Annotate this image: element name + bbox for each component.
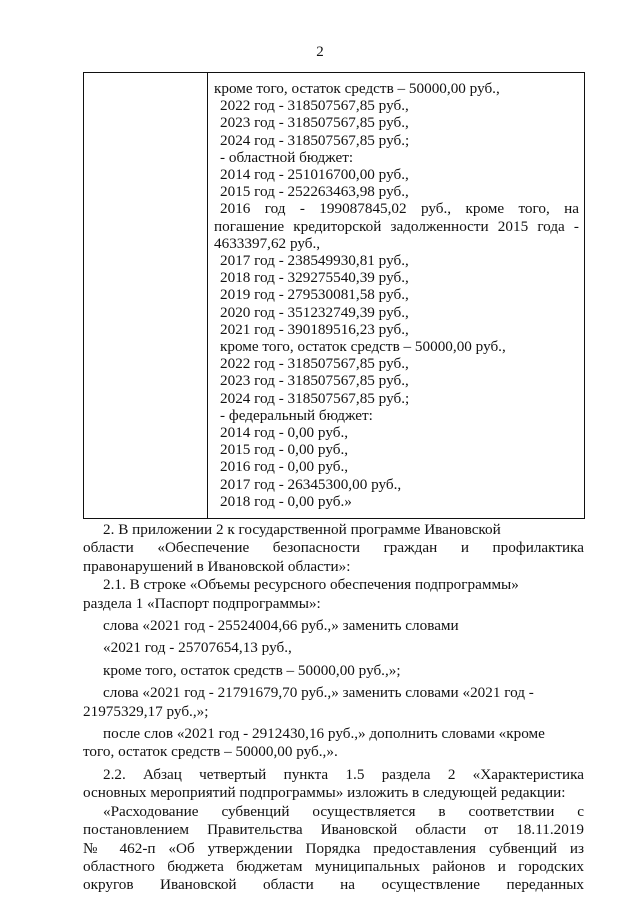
text-line: 21975329,17 руб.,»; xyxy=(83,702,209,720)
text-line: округов Ивановской области на осуществление переданных xyxy=(83,876,584,894)
paragraph-2-2 xyxy=(83,766,584,803)
funding-table xyxy=(83,72,585,519)
table-line: 2018 год - 0,00 руб.» xyxy=(220,492,352,510)
table-line: 2017 год - 238549930,81 руб., xyxy=(220,252,409,270)
text-line: правонарушений в Ивановской области»: xyxy=(83,557,351,575)
text-line: областного бюджета бюджетам муниципальных районов и городских xyxy=(83,857,584,875)
table-line: 2016 год - 0,00 руб., xyxy=(220,458,349,476)
table-line: 2015 год - 252263463,98 руб., xyxy=(220,183,409,201)
paragraph-2-1-c xyxy=(83,662,584,680)
table-line: 2015 год - 0,00 руб., xyxy=(220,441,349,459)
table-line: кроме того, остаток средств – 50000,00 руб., xyxy=(214,80,500,97)
paragraph-2-2-quote xyxy=(83,803,584,895)
paragraph-2-1-e xyxy=(83,725,584,762)
text-line: 2.1. В строке «Объемы ресурсного обеспечения подпрограммы» xyxy=(103,576,519,594)
table-line: 2020 год - 351232749,39 руб., xyxy=(220,303,409,321)
table-line: 2022 год - 318507567,85 руб., xyxy=(220,97,409,115)
table-line: - областной бюджет: xyxy=(220,148,354,166)
text-line: слова «2021 год - 21791679,70 руб.,» заменить словами «2021 год - xyxy=(103,684,534,702)
page-number: 2 xyxy=(316,44,324,60)
text-line: после слов «2021 год - 2912430,16 руб.,» дополнить словами «кроме xyxy=(103,725,545,743)
text-line: 2. В приложении 2 к государственной программе Ивановской xyxy=(103,521,501,538)
paragraph-2-1-d xyxy=(83,684,584,721)
table-line: 2016 год - 199087845,02 руб., кроме того, на xyxy=(220,200,579,218)
text-line: постановлением Правительства Ивановской области от 18.11.2019 xyxy=(83,821,584,839)
paragraph-2-1 xyxy=(83,576,584,613)
table-line: 2018 год - 329275540,39 руб., xyxy=(220,269,409,287)
text-line: «2021 год - 25707654,13 руб., xyxy=(103,639,292,657)
table-line: 4633397,62 руб., xyxy=(214,234,321,252)
document-body xyxy=(83,521,584,895)
table-line: 2019 год - 279530081,58 руб., xyxy=(220,286,409,304)
text-line: слова «2021 год - 25524004,66 руб.,» заменить словами xyxy=(103,617,459,635)
text-line: № 462-п «Об утверждении Порядка предоставления субвенций из xyxy=(83,839,584,857)
text-line: области «Обеспечение безопасности граждан и профилактика xyxy=(83,539,584,557)
paragraph-2 xyxy=(83,521,584,576)
table-line: 2017 год - 26345300,00 руб., xyxy=(220,475,402,493)
table-line: 2022 год - 318507567,85 руб., xyxy=(220,355,409,373)
table-line: 2024 год - 318507567,85 руб.; xyxy=(220,389,410,407)
paragraph-2-1-b xyxy=(83,639,584,657)
table-line: 2023 год - 318507567,85 руб., xyxy=(220,114,409,132)
text-line: 2.2. Абзац четвертый пункта 1.5 раздела 2 «Характеристика xyxy=(103,765,584,783)
paragraph-2-1-a xyxy=(83,617,584,635)
text-line: того, остаток средств – 50000,00 руб.,». xyxy=(83,743,338,761)
table-line: 2021 год - 390189516,23 руб., xyxy=(220,320,409,338)
table-value-cell xyxy=(214,80,579,510)
table-line: кроме того, остаток средств – 50000,00 руб., xyxy=(220,338,506,356)
table-line: погашение кредиторской задолженности 2015 года - xyxy=(214,217,579,235)
table-line: 2014 год - 0,00 руб., xyxy=(220,424,349,442)
text-line: «Расходование субвенций осуществляется в соответствии с xyxy=(103,802,584,820)
table-column-divider xyxy=(207,73,208,518)
table-line: 2023 год - 318507567,85 руб., xyxy=(220,372,409,390)
text-line: раздела 1 «Паспорт подпрограммы»: xyxy=(83,594,321,612)
table-line: - федеральный бюджет: xyxy=(220,406,373,424)
table-line: 2024 год - 318507567,85 руб.; xyxy=(220,131,410,149)
text-line: основных мероприятий подпрограммы» изложить в следующей редакции: xyxy=(83,784,566,802)
text-line: кроме того, остаток средств – 50000,00 руб.,»; xyxy=(103,661,401,679)
table-line: 2014 год - 251016700,00 руб., xyxy=(220,166,409,184)
